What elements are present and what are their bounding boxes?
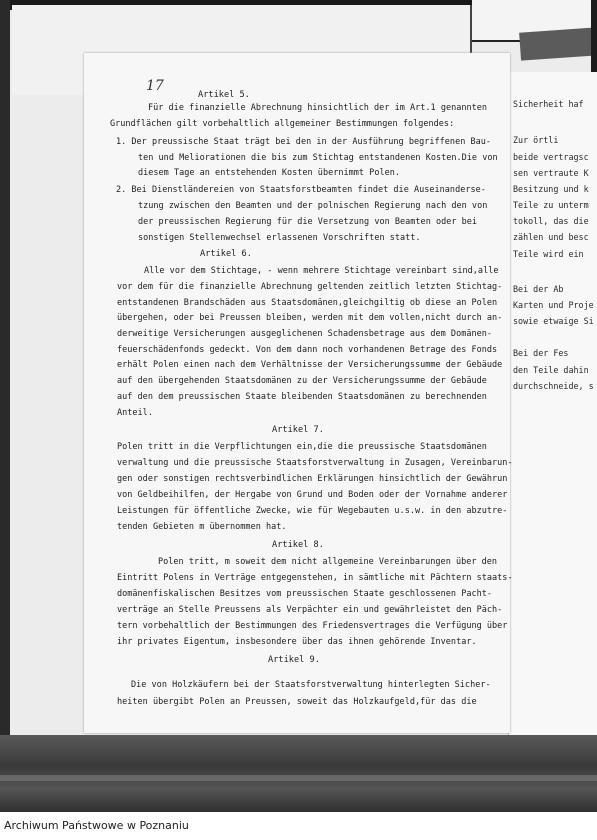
document-line: domänenfiskalischen Besitzes vom preussischen Staate geschlossenen Pacht- (117, 589, 493, 599)
document-line: Alle vor dem Stichtage, - wenn mehrere Stichtage vereinbart sind,alle (144, 266, 499, 276)
article-heading: Artikel 9. (268, 655, 320, 665)
document-line: tzung zwischen den Beamten und der polnischen Regierung nach den von (138, 201, 488, 211)
document-line: Leistungen für öffentliche Zwecke, wie für Wegebauten u.s.w. in den abzutre- (117, 506, 508, 516)
document-line: Polen tritt in die Verpflichtungen ein,die die preussische Staatsdomänen (117, 442, 487, 452)
adjacent-page-line: Teile wird ein (513, 249, 584, 259)
adjacent-page-line: durchschneide, s (513, 381, 594, 391)
adjacent-page-line: den Teile dahin (513, 365, 589, 375)
adjacent-page-line: Sicherheit haf (513, 99, 584, 109)
document-line: Anteil. (117, 408, 153, 418)
document-line: heiten übergibt Polen an Preussen, soweit das Holzkaufgeld,für das die (117, 697, 477, 707)
document-line: derweitige Versicherungen ausgeglichenen Schadensbetrage aus dem Domänen- (117, 329, 493, 339)
document-line: ten und Meliorationen die bis zum Stichtag entstandenen Kosten.Die von (138, 153, 498, 163)
article-heading: Artikel 7. (272, 425, 324, 435)
document-line: vor dem für die finanzielle Abrechnung geltenden zeitlich letzten Stichtag- (117, 282, 503, 292)
document-line: von Geldbeihilfen, der Hergabe von Grund und Boden oder der Vornahme anderer (117, 490, 508, 500)
document-line: diesem Tage an entstehenden Kosten übernimmt Polen. (138, 168, 401, 178)
adjacent-page-line: sen vertraute K (513, 168, 589, 178)
document-line: Grundflächen gilt vorbehaltlich allgemeiner Bestimmungen folgendes: (110, 119, 455, 129)
archive-name: Archiwum Państwowe w Poznaniu (4, 819, 189, 832)
document-line: auf den übergehenden Staatsdomänen zu der Versicherungssumme der Gebäude (117, 376, 487, 386)
document-line: Eintritt Polens in Verträge entgegenstehen, in sämtliche mit Pächtern staats- (117, 573, 513, 583)
document-line: feuerschädenfonds gedeckt. Von dem dann noch vorhandenen Betrage des Fonds (117, 345, 498, 355)
document-line: verwaltung und die preussische Staatsforstverwaltung in Zusagen, Vereinbarun- (117, 458, 513, 468)
document-line: tenden Gebieten m übernommen hat. (117, 522, 287, 532)
document-line: 2. Bei Dienstländereien von Staatsforstbeamten findet die Auseinanderse- (116, 185, 486, 195)
article-heading: Artikel 8. (272, 540, 324, 550)
document-line: ihr privates Eigentum, insbesondere über das ihnen gehörende Inventar. (117, 637, 477, 647)
adjacent-page-line: beide vertragsc (513, 152, 589, 162)
adjacent-page-line: Bei der Ab (513, 284, 564, 294)
adjacent-page-line: Teile zu unterm (513, 200, 589, 210)
document-line: der preussischen Regierung für die Versetzung von Beamten oder bei (138, 217, 478, 227)
mounting-board (0, 735, 597, 812)
document-line: entstandenen Brandschäden aus Staatsdomänen,gleichgiltig ob diese an Polen (117, 298, 498, 308)
adjacent-page-line: Karten und Proje (513, 300, 594, 310)
document-line: 1. Der preussische Staat trägt bei den in der Ausführung begriffenen Bau- (116, 137, 492, 147)
article-heading: Artikel 6. (200, 249, 252, 259)
document-line: verträge an Stelle Preussens als Verpächter ein und gewährleistet den Päch- (117, 605, 503, 615)
document-line: tern vorbehaltlich der Bestimmungen des Friedensvertrages die Verfügung über (117, 621, 508, 631)
document-line: übergehen, oder bei Preussen bleiben, werden mit dem vollen,nicht durch an- (117, 313, 503, 323)
document-line: auf den dem preussischen Staate bleibenden Staatsdomänen zu berechnenden (117, 392, 487, 402)
document-line: sonstigen Stellenwechsel erlassenen Vorschriften statt. (138, 233, 421, 243)
adjacent-page-line: Besitzung und k (513, 184, 589, 194)
adjacent-page-line: sowie etwaige Si (513, 316, 594, 326)
scan-edge-left (0, 0, 10, 812)
adjacent-page-line: Bei der Fes (513, 348, 569, 358)
adjacent-page-line: tokoll, das die (513, 216, 589, 226)
document-line: Die von Holzkäufern bei der Staatsforstverwaltung hinterlegten Sicher- (131, 680, 491, 690)
document-line: erhält Polen einen nach dem Verhältnisse der Versicherungssumme der Gebäude (117, 360, 503, 370)
document-line: Polen tritt, m soweit dem nicht allgemeine Vereinbarungen über den (158, 557, 498, 567)
adjacent-page-line: Zur örtli (513, 135, 559, 145)
document-line: gen oder sonstigen rechtsverbindlichen Erklärungen hinsichtlich der Gewährun (117, 474, 508, 484)
adjacent-page (508, 72, 597, 740)
article-heading: Artikel 5. (198, 90, 250, 100)
document-line: Für die finanzielle Abrechnung hinsichtlich der im Art.1 genannten (148, 103, 488, 113)
handwritten-page-number: 17 (146, 78, 164, 94)
tape-strip (519, 27, 597, 60)
adjacent-page-line: zählen und besc (513, 232, 589, 242)
